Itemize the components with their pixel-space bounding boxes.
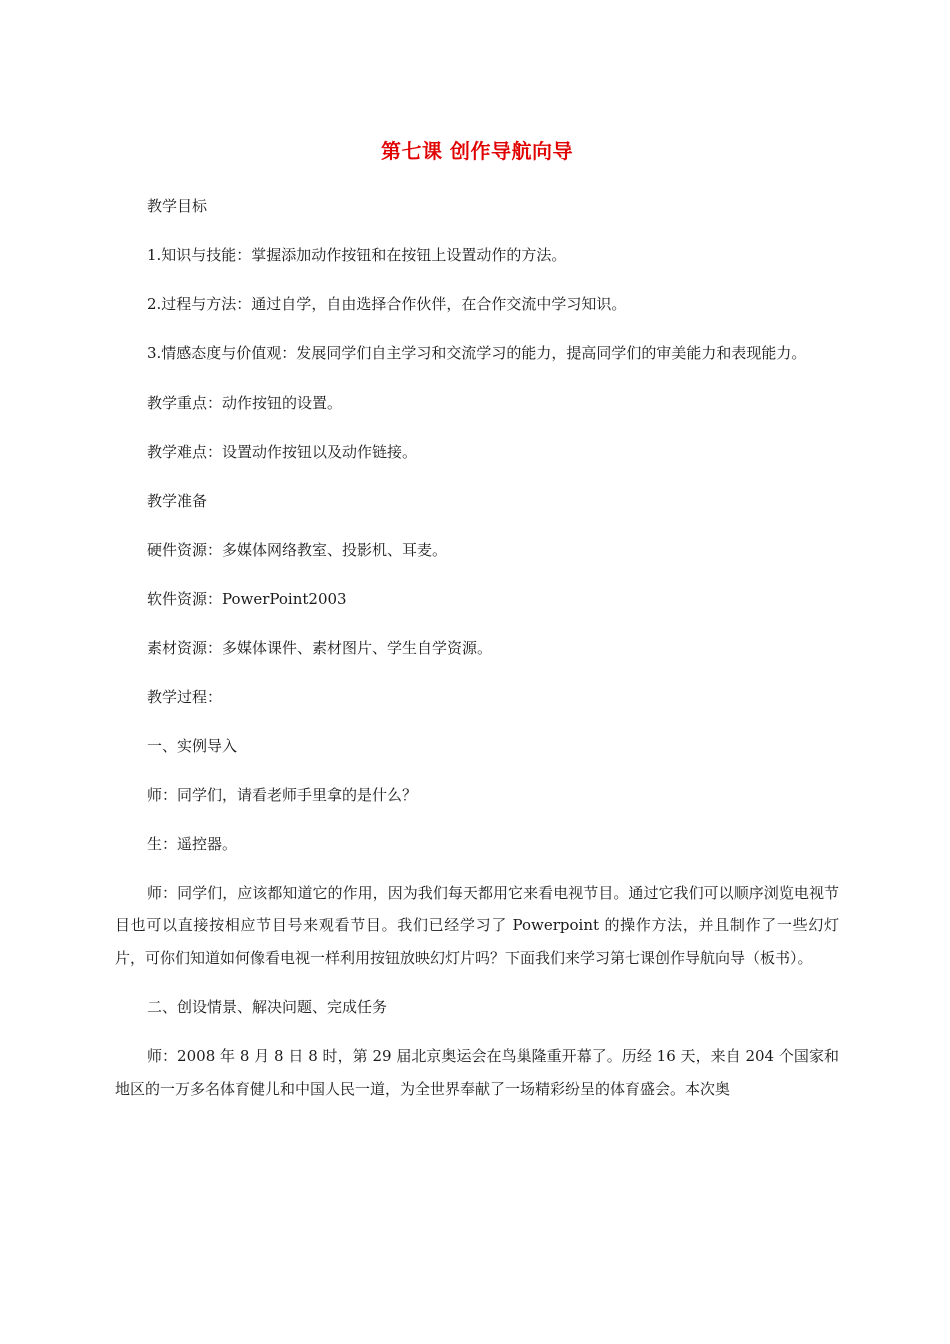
section-heading-process: 教学过程： bbox=[147, 687, 223, 706]
teaching-key-point: 教学重点：动作按钮的设置。 bbox=[147, 393, 343, 412]
material-resources: 素材资源：多媒体课件、素材图片、学生自学资源。 bbox=[147, 638, 493, 657]
teacher-olympics-paragraph: 师：2008 年 8 月 8 日 8 时，第 29 届北京奥运会在鸟巢隆重开幕了。历经 16 天，来自 204 个国家和地区的一万多名体育健儿和中国人民一道，为全世界奉献了一场精彩纷呈的体育盛会。本次奥 bbox=[115, 1047, 839, 1098]
document-title: 第七课 创作导航向导 bbox=[381, 139, 573, 163]
student-answer: 生：遥控器。 bbox=[147, 834, 238, 853]
objective-knowledge: 1.知识与技能：掌握添加动作按钮和在按钮上设置动作的方法。 bbox=[147, 246, 567, 264]
hardware-resources: 硬件资源：多媒体网络教室、投影机、耳麦。 bbox=[147, 540, 448, 559]
document-page bbox=[115, 128, 839, 1122]
step-one-heading: 一、实例导入 bbox=[147, 736, 238, 755]
section-heading-objectives: 教学目标 bbox=[147, 197, 208, 215]
objective-attitude: 3.情感态度与价值观：发展同学们自主学习和交流学习的能力，提高同学们的审美能力和表现能力。 bbox=[147, 344, 807, 362]
teacher-introduction: 师：同学们，应该都知道它的作用，因为我们每天都用它来看电视节目。通过它我们可以顺序浏览电视节目也可以直接按相应节目号来观看节目。我们已经学习了 Powerpoint 的操作方法，并且制作了一些幻灯片，可你们知道如何像看电视一样利用按钮放映幻灯片吗？下面我们来学习第七课创作导航向导（板书）。 bbox=[115, 883, 839, 967]
section-heading-preparation: 教学准备 bbox=[147, 491, 208, 510]
step-two-heading: 二、创设情景、解决问题、完成任务 bbox=[147, 998, 388, 1016]
software-resources: 软件资源：PowerPoint2003 bbox=[147, 589, 347, 608]
objective-process: 2.过程与方法：通过自学，自由选择合作伙伴，在合作交流中学习知识。 bbox=[147, 295, 627, 313]
teaching-difficulty: 教学难点：设置动作按钮以及动作链接。 bbox=[147, 442, 418, 461]
teacher-question: 师：同学们，请看老师手里拿的是什么？ bbox=[147, 785, 418, 804]
